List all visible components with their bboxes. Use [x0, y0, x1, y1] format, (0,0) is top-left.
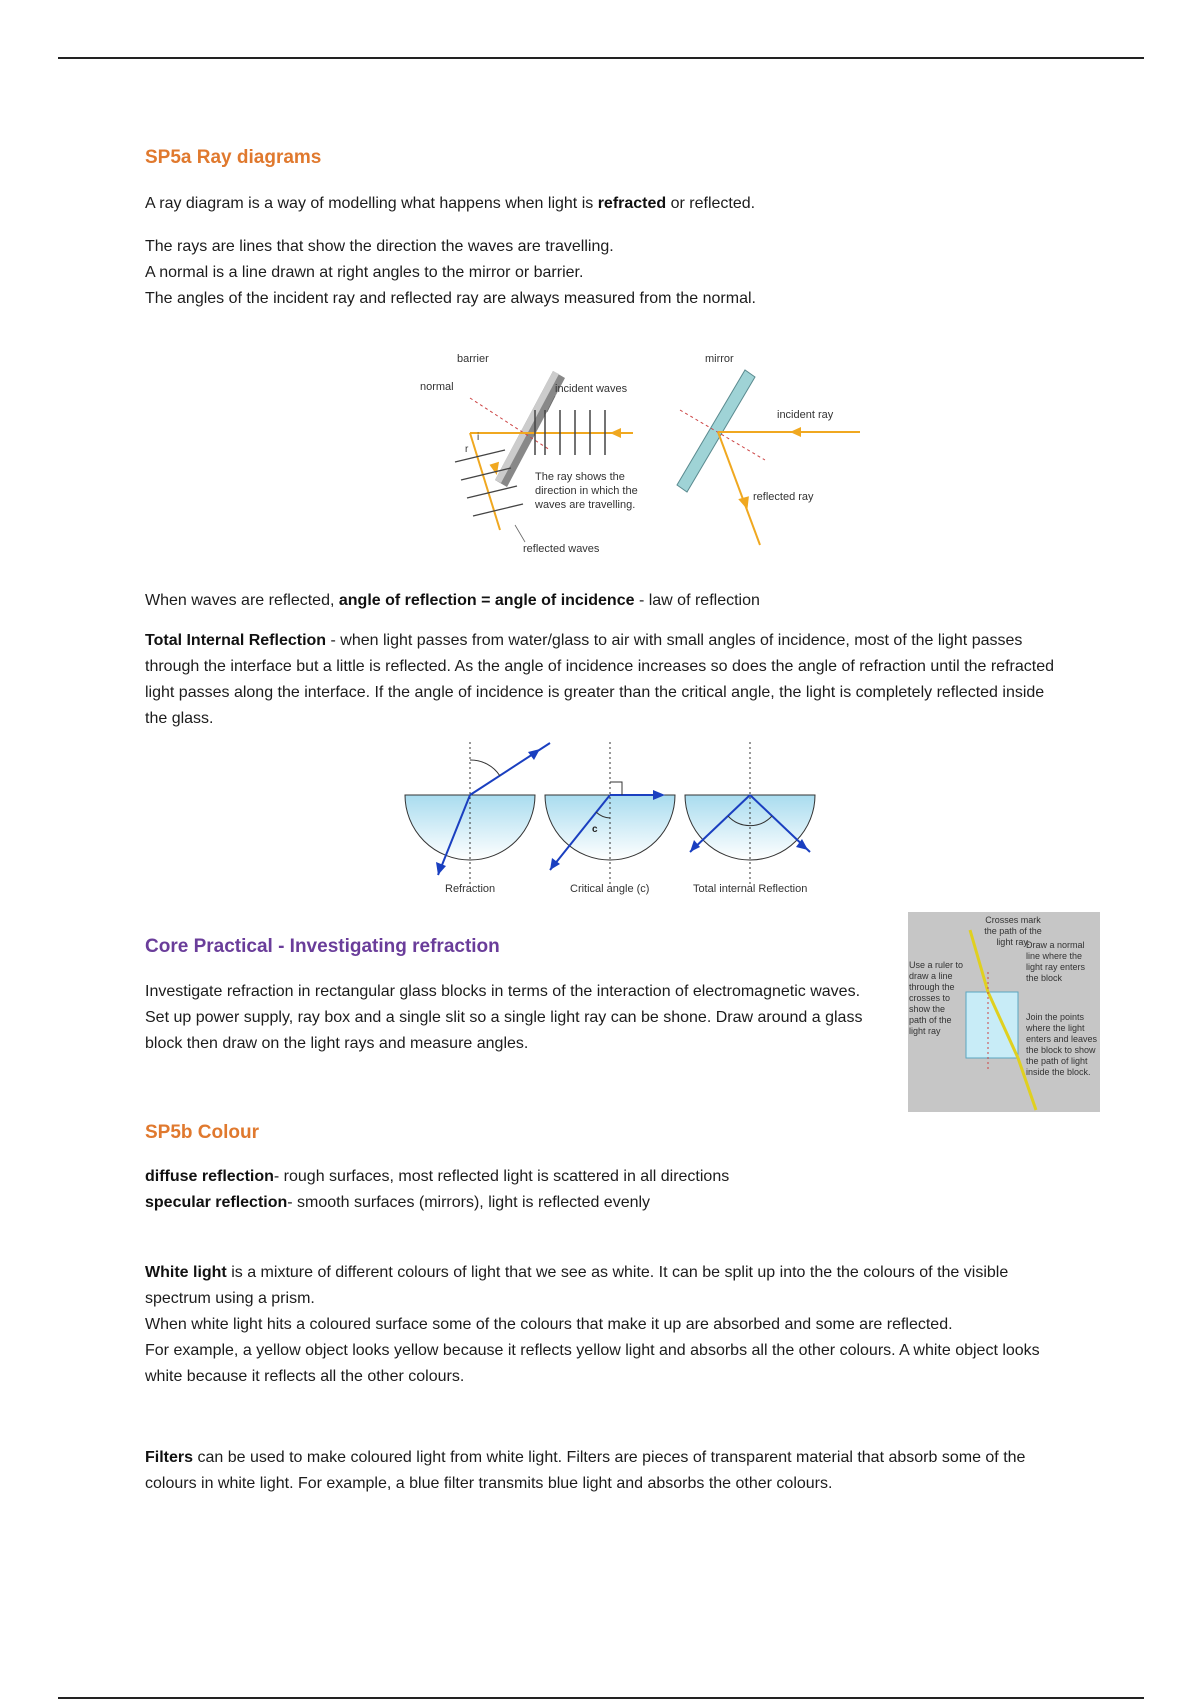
- normal-line: A normal is a line drawn at right angles to the mirror or barrier.: [145, 264, 584, 281]
- critical-c-symbol: c: [592, 824, 598, 835]
- normal-label: normal: [420, 381, 454, 393]
- sp5a-heading: [145, 145, 321, 172]
- white-text: is a mixture of different colours of light that we see as white. It can be split up into the the colours of the visible spectrum using a prism.: [145, 1264, 1009, 1307]
- tir-arrow-in: [690, 840, 700, 852]
- top-rule: [58, 57, 1144, 59]
- core-text: Investigate refraction in rectangular glass blocks in terms of the interaction of electromagnetic waves. Set up power supply, ray box and a single slit so a single light ray can be shone. Draw around a glass block then draw on the light rays and measure angles.: [145, 983, 863, 1052]
- tir-bold: Total Internal Reflection: [145, 632, 327, 649]
- sp5a-heading-text: SP5a Ray diagrams: [145, 147, 322, 168]
- specular-bold: specular reflection: [145, 1194, 288, 1211]
- reflected-ray-2: [718, 432, 760, 545]
- law-text: When waves are reflected,: [145, 592, 339, 609]
- sp5b-heading: [145, 1120, 259, 1147]
- white-light-paragraph: [145, 1260, 1065, 1390]
- note-ruler: Use a ruler to draw a line through the crosses to show the path of the light ray: [909, 960, 964, 1036]
- bottom-rule: [58, 1697, 1144, 1699]
- core-paragraph: [145, 979, 885, 1057]
- filters-paragraph: [145, 1445, 1065, 1497]
- refraction-arrow: [528, 749, 540, 760]
- diffuse-text: - rough surfaces, most reflected light is scattered in all directions: [273, 1168, 730, 1185]
- tir-text: - when light passes from water/glass to air with small angles of incidence, most of the light passes through the interface but a little is reflected. As the angle of incidence increases so does the angle of refraction until the refracted light passes along the interface. If the angle of incidence is greater than the critical angle, the light is completely reflected inside the glass.: [145, 632, 1054, 727]
- core-heading: [145, 934, 500, 961]
- reflection-types: [145, 1164, 1065, 1216]
- ray-note-2: direction in which the: [535, 485, 638, 497]
- sp5a-lines: [145, 234, 1065, 312]
- incident-waves-label: incident waves: [555, 383, 628, 395]
- filters-bold: Filters: [145, 1449, 194, 1466]
- label-refraction: Refraction: [445, 883, 496, 895]
- law-of-reflection: [145, 588, 1065, 614]
- mirror-label: mirror: [705, 353, 734, 365]
- tir-diagram: [400, 740, 840, 900]
- refraction-angle-arc: [470, 760, 500, 776]
- sp5b-heading-text: SP5b Colour: [145, 1122, 260, 1143]
- tir-paragraph: [145, 628, 1065, 732]
- example-line: For example, a yellow object looks yellow because it reflects yellow light and absorbs all the other colours. A white object looks white because it reflects all the other colours.: [145, 1342, 1040, 1385]
- note-join: Join the points where the light enters and leaves the block to show the path of light inside the block.: [1026, 1012, 1098, 1077]
- law-text-end: - law of reflection: [634, 592, 760, 609]
- label-critical: Critical angle (c): [570, 883, 650, 895]
- filters-text: can be used to make coloured light from white light. Filters are pieces of transparent material that absorb some of the colours in white light. For example, a blue filter transmits blue light and absorbs the other colours.: [145, 1449, 1026, 1492]
- incident-ray-label: incident ray: [777, 409, 834, 421]
- white-light-line: [145, 1260, 1065, 1312]
- ray-note-1: The ray shows the: [535, 471, 625, 483]
- refraction-arrow-in: [436, 862, 446, 875]
- angles-line: The angles of the incident ray and reflected ray are always measured from the normal.: [145, 290, 756, 307]
- intro-bold: refracted: [597, 195, 667, 212]
- sp5a-intro: [145, 191, 1065, 217]
- incident-arrow-1: [610, 428, 621, 438]
- core-heading-text: Core Practical - Investigating refraction: [145, 936, 500, 957]
- incident-arrow-2: [790, 427, 801, 437]
- practical-image: [908, 912, 1100, 1112]
- ray-note-3: waves are travelling.: [535, 499, 636, 511]
- diffuse-bold: diffuse reflection: [145, 1168, 274, 1185]
- surface-line: When white light hits a coloured surface some of the colours that make it up are absorbed and some are reflected.: [145, 1316, 953, 1333]
- reflected-ray-label: reflected ray: [753, 491, 814, 503]
- rays-line: The rays are lines that show the direction the waves are travelling.: [145, 238, 614, 255]
- note-crosses: Crosses mark the path of the light ray.: [984, 915, 1042, 947]
- diffuse-line: [145, 1164, 1065, 1190]
- angle-r-label: r: [465, 444, 469, 455]
- specular-text: - smooth surfaces (mirrors), light is reflected evenly: [287, 1194, 651, 1211]
- note-normal: Draw a normal line where the light ray enters the block: [1026, 940, 1086, 983]
- label-tir: Total internal Reflection: [693, 883, 808, 895]
- specular-line: [145, 1190, 1065, 1216]
- intro-text: A ray diagram is a way of modelling what happens when light is: [145, 195, 598, 212]
- law-bold: angle of reflection = angle of incidence: [338, 592, 635, 609]
- right-angle-mark: [610, 782, 622, 795]
- reflection-diagram: [415, 350, 885, 560]
- angle-i-label: i: [477, 432, 480, 443]
- reflected-waves-label: reflected waves: [523, 543, 600, 555]
- white-bold: White light: [145, 1264, 227, 1281]
- barrier-label: barrier: [457, 353, 489, 365]
- intro-text-end: or reflected.: [666, 195, 756, 212]
